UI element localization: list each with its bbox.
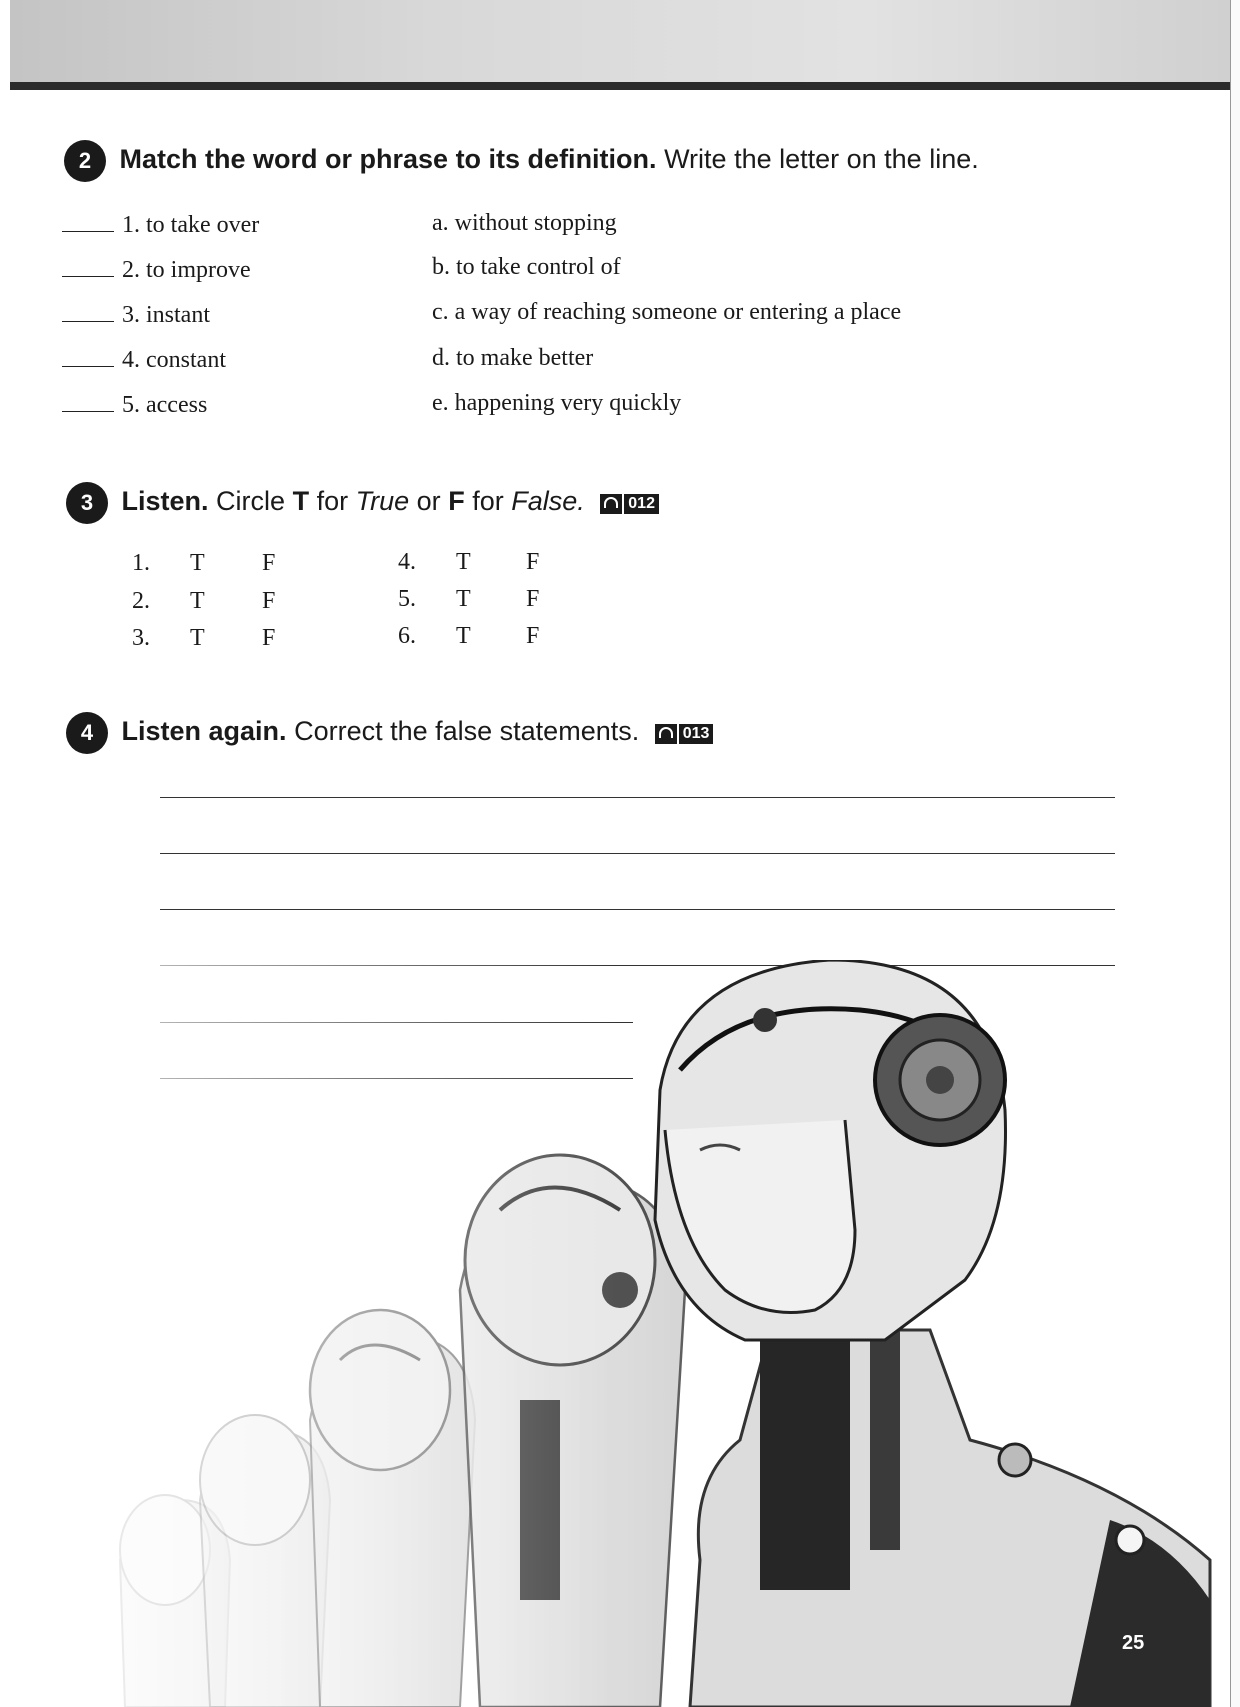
false-option[interactable]: F [526, 549, 540, 575]
false-option[interactable]: F [262, 550, 276, 576]
section-2-instruction-bold: Match the word or phrase to its definition. [119, 144, 657, 174]
section-2-instruction: Write the letter on the line. [664, 144, 979, 174]
answer-blank[interactable] [62, 231, 114, 232]
answer-blank[interactable] [62, 366, 114, 367]
true-option[interactable]: T [456, 549, 471, 575]
section-3-number: 3 [66, 482, 108, 524]
tf-item-2: 2. T F [132, 588, 276, 614]
top-photo-band [10, 0, 1230, 90]
section-4-heading: 4 Listen again. Correct the false statements. 013 [66, 712, 713, 754]
page-number: 25 [1122, 1632, 1145, 1654]
page-edge [1230, 0, 1240, 1707]
writing-line-1[interactable] [160, 797, 1115, 798]
section-3-heading: 3 Listen. Circle T for True or F for False. 012 [66, 482, 659, 524]
robot-heads-illustration [0, 960, 1230, 1707]
false-option[interactable]: F [526, 586, 540, 612]
definition-b: b. to take control of [432, 254, 621, 280]
word-item-3: 3. instant [62, 302, 210, 329]
headphones-icon [655, 724, 677, 744]
answer-blank[interactable] [62, 411, 114, 412]
tf-item-5: 5. T F [398, 586, 540, 612]
true-option[interactable]: T [456, 623, 471, 649]
tf-item-6: 6. T F [398, 623, 540, 649]
false-option[interactable]: F [262, 625, 276, 651]
answer-blank[interactable] [62, 276, 114, 277]
definition-c: c. a way of reaching someone or entering a place [432, 299, 902, 325]
tf-item-3: 3. T F [132, 625, 276, 651]
writing-line-3[interactable] [160, 909, 1115, 910]
word-item-2: 2. to improve [62, 257, 251, 284]
true-option[interactable]: T [190, 625, 205, 651]
tf-item-1: 1. T F [132, 550, 276, 576]
headphones-icon [600, 494, 622, 514]
word-item-5: 5. access [62, 392, 207, 419]
answer-blank[interactable] [62, 321, 114, 322]
definition-d: d. to make better [432, 345, 594, 371]
true-option[interactable]: T [190, 588, 205, 614]
false-option[interactable]: F [262, 588, 276, 614]
definition-e: e. happening very quickly [432, 390, 682, 416]
audio-track-badge[interactable]: 013 [655, 724, 714, 744]
section-4-number: 4 [66, 712, 108, 754]
tf-item-4: 4. T F [398, 549, 540, 575]
definition-a: a. without stopping [432, 210, 617, 236]
writing-line-2[interactable] [160, 853, 1115, 854]
audio-track-badge[interactable]: 012 [600, 494, 659, 514]
false-option[interactable]: F [526, 623, 540, 649]
section-2-heading [64, 140, 979, 182]
true-option[interactable]: T [456, 586, 471, 612]
section-2-number: 2 [64, 140, 106, 182]
true-option[interactable]: T [190, 550, 205, 576]
word-item-4: 4. constant [62, 347, 226, 374]
word-item-1: 1. to take over [62, 212, 259, 239]
